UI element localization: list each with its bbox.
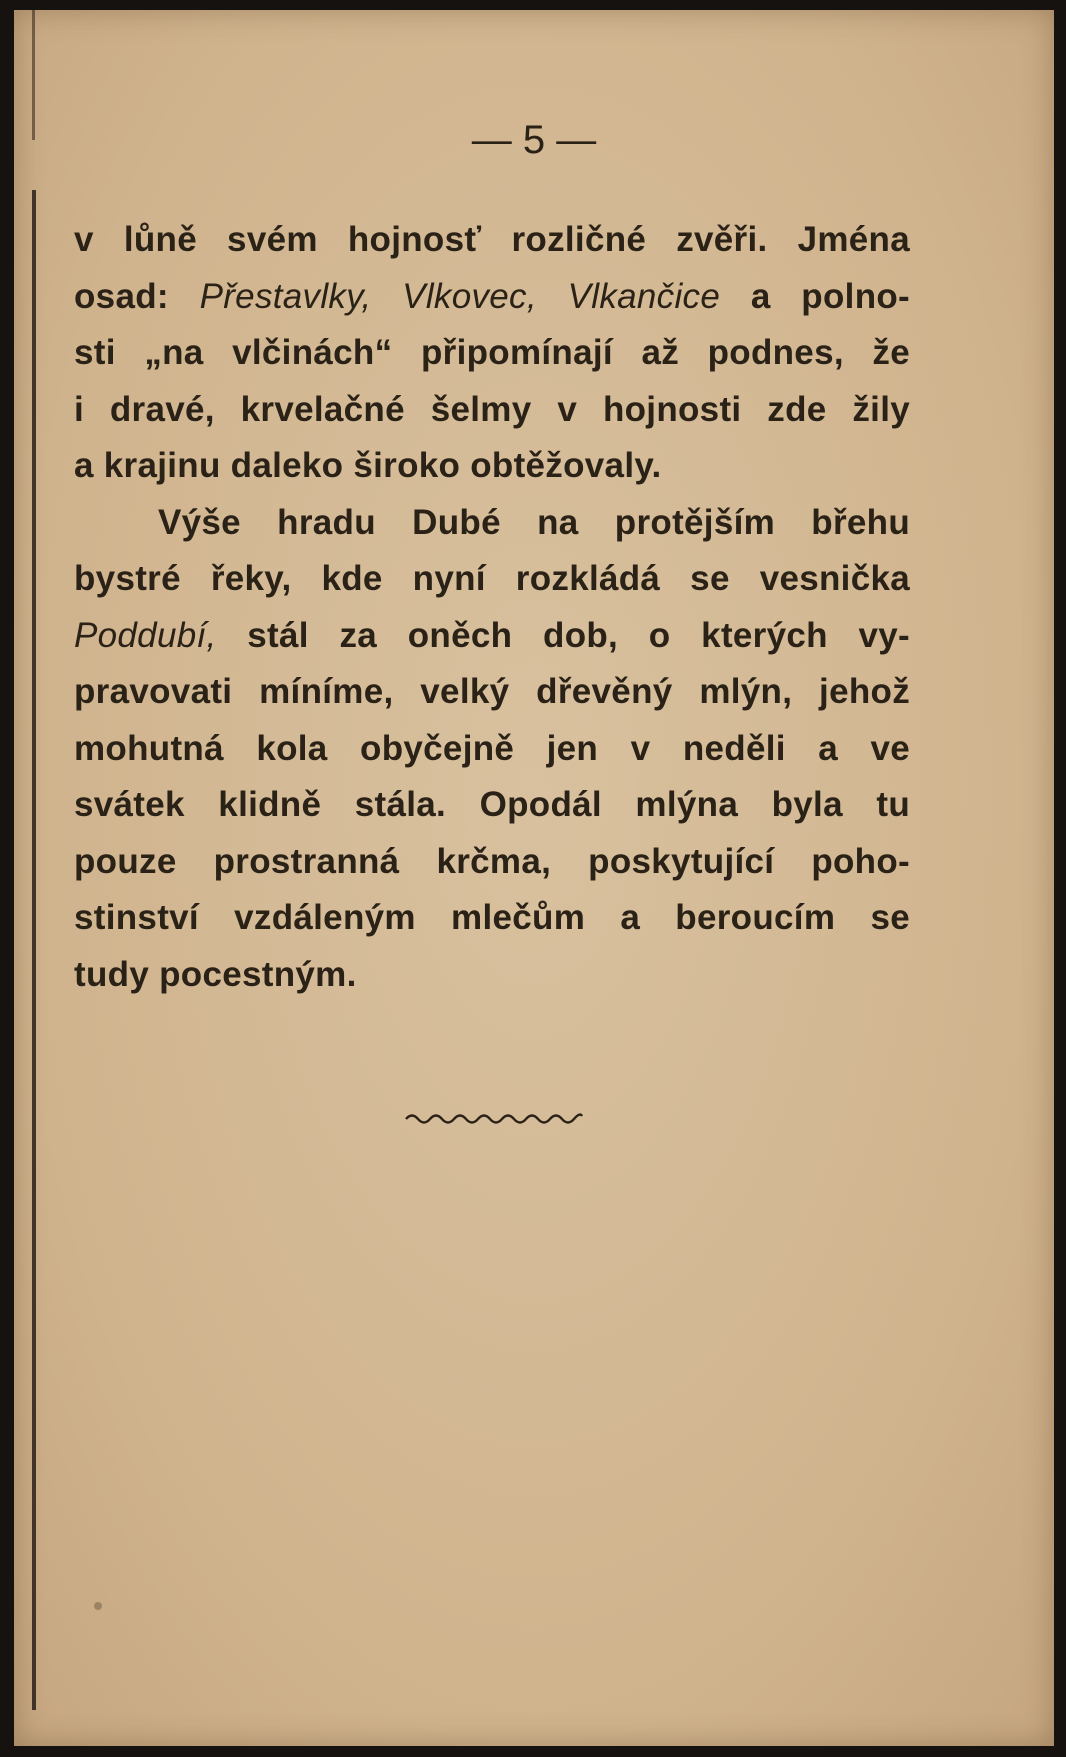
text-line: v lůně svém hojnosť rozličné zvěři. Jména	[74, 220, 910, 259]
place-name: Vlkovec,	[402, 276, 537, 316]
text-fragment: a polno-	[720, 276, 911, 316]
gutter-shadow	[32, 190, 36, 1710]
text-line: mohutná kola obyčejně jen v neděli a ve	[74, 728, 910, 768]
text-fragment	[371, 277, 402, 316]
paper-speck	[94, 1602, 102, 1610]
text-line: pouze prostranná krčma, poskytující poho-	[74, 841, 910, 881]
text-line: i dravé, krvelačné šelmy v hojnosti zde žily	[74, 389, 910, 429]
text-fragment	[537, 277, 568, 316]
text-line: Výše hradu Dubé na protějším břehu	[158, 502, 910, 542]
place-name: Přestavlky,	[199, 276, 372, 316]
text-fragment: stál za oněch dob, o kterých vy-	[216, 615, 910, 655]
text-line: pravovati míníme, velký dřevěný mlýn, jehož	[74, 672, 910, 711]
text-line	[74, 608, 910, 665]
text-line	[74, 269, 910, 326]
place-name: Vlkančice	[567, 276, 721, 316]
text-line: stinství vzdáleným mlečům a beroucím se	[74, 898, 910, 937]
book-page	[14, 10, 1054, 1746]
body-text	[74, 212, 910, 1003]
place-name: Poddubí,	[74, 615, 217, 655]
text-line: tudy pocestným.	[74, 954, 357, 994]
text-line: bystré řeky, kde nyní rozkládá se vesnička	[74, 559, 910, 598]
text-line: svátek klidně stála. Opodál mlýna byla tu	[74, 785, 910, 824]
text-fragment: osad:	[74, 276, 200, 316]
text-line: a krajinu daleko široko obtěžovaly.	[74, 446, 662, 485]
page-number: — 5 —	[471, 118, 597, 162]
text-line: sti „na vlčinách“ připomínají až podnes, že	[74, 333, 910, 372]
wavy-ornament-icon	[404, 1110, 584, 1128]
